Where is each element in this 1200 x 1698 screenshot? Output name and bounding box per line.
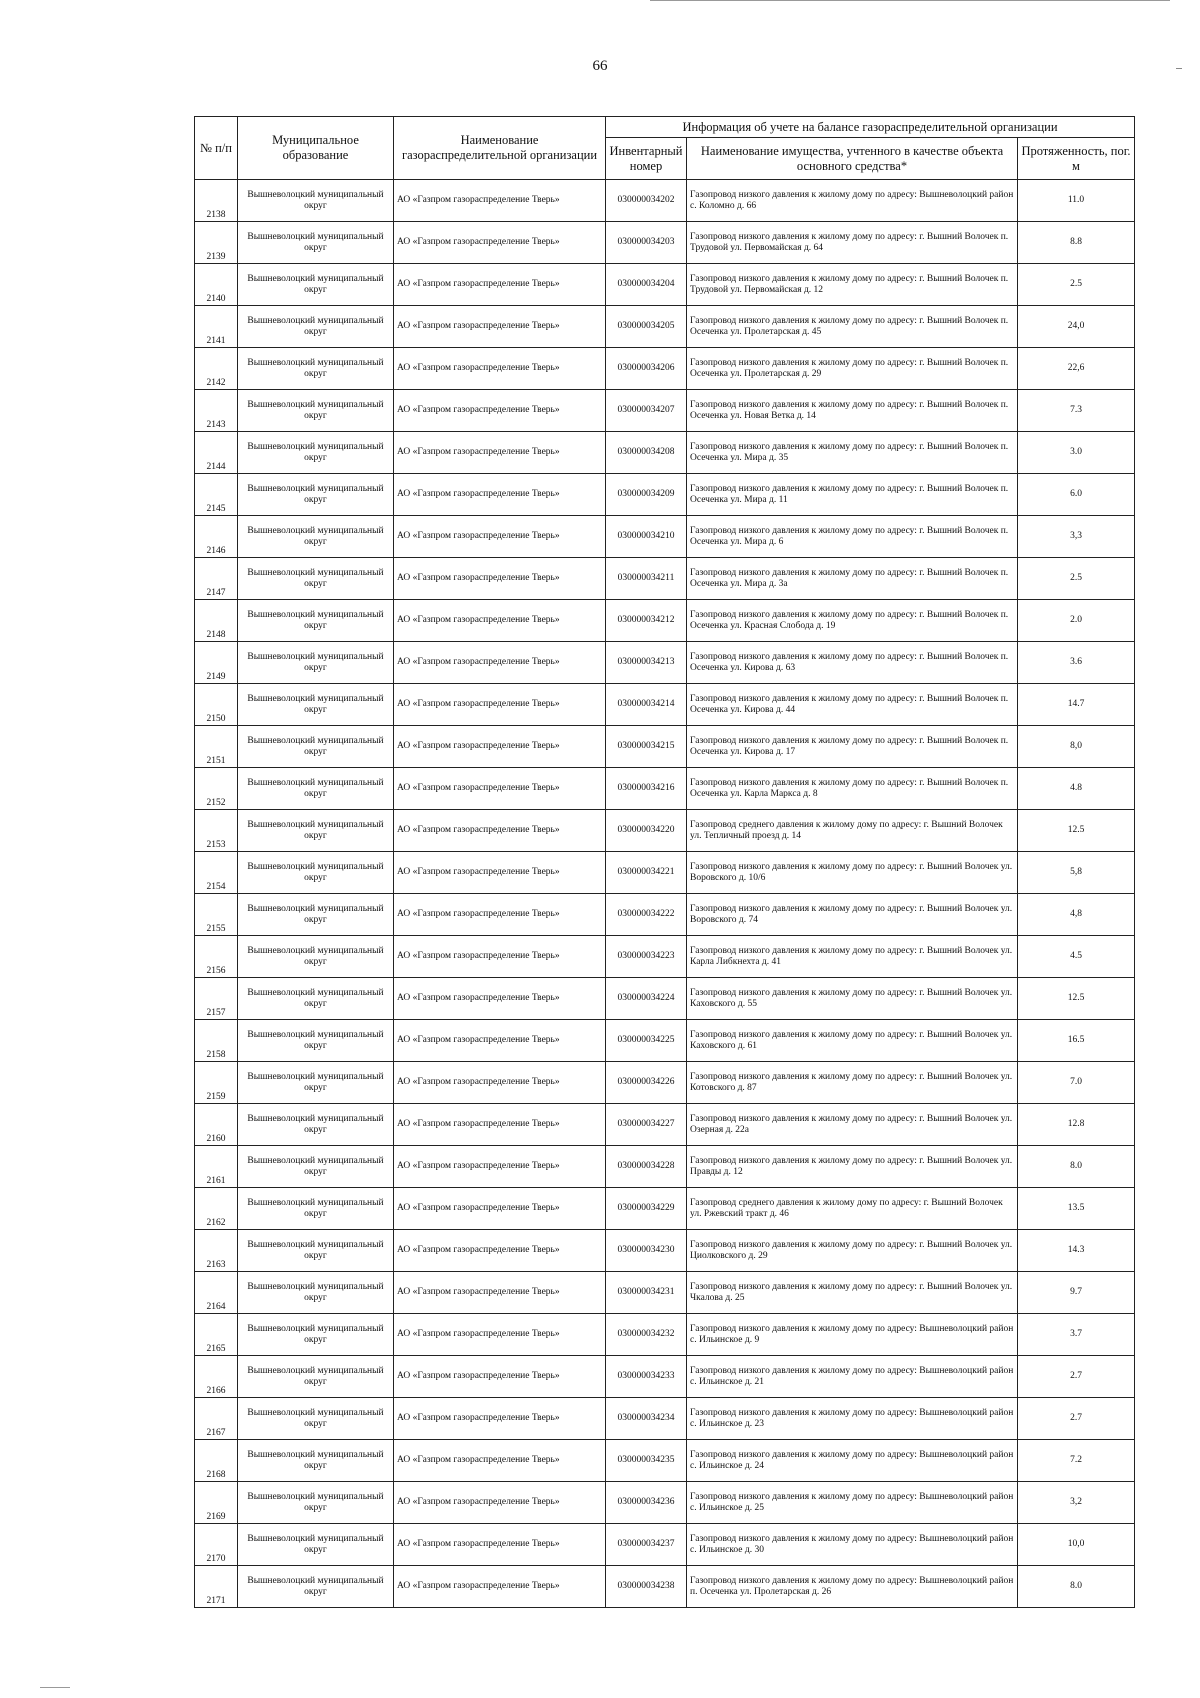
inventory-number-cell: 030000034226 bbox=[606, 1062, 687, 1104]
row-number: 2142 bbox=[195, 348, 238, 390]
organization-cell: АО «Газпром газораспределение Тверь» bbox=[394, 1440, 606, 1482]
asset-name-cell: Газопровод низкого давления к жилому дому по адресу: г. Вышний Волочек п. Осеченка ул. Мира д. 11 bbox=[687, 474, 1018, 516]
inventory-number-cell: 030000034205 bbox=[606, 306, 687, 348]
length-cell: 12.5 bbox=[1018, 978, 1135, 1020]
organization-cell: АО «Газпром газораспределение Тверь» bbox=[394, 558, 606, 600]
length-cell: 7.0 bbox=[1018, 1062, 1135, 1104]
asset-name-cell: Газопровод низкого давления к жилому дому по адресу: г. Вышний Волочек ул. Воровского д. 74 bbox=[687, 894, 1018, 936]
length-cell: 4.8 bbox=[1018, 768, 1135, 810]
length-cell: 3.6 bbox=[1018, 642, 1135, 684]
length-cell: 8,0 bbox=[1018, 726, 1135, 768]
municipality-cell: Вышневолоцкий муниципальный округ bbox=[238, 1188, 394, 1230]
asset-name-cell: Газопровод низкого давления к жилому дому по адресу: г. Вышний Волочек п. Осеченка ул. Карла Маркса д. 8 bbox=[687, 768, 1018, 810]
organization-cell: АО «Газпром газораспределение Тверь» bbox=[394, 264, 606, 306]
row-number: 2166 bbox=[195, 1356, 238, 1398]
asset-name-cell: Газопровод среднего давления к жилому дому по адресу: г. Вышний Волочек ул. Тепличный проезд д. 14 bbox=[687, 810, 1018, 852]
inventory-number-cell: 030000034236 bbox=[606, 1482, 687, 1524]
inventory-number-cell: 030000034238 bbox=[606, 1566, 687, 1608]
table-row bbox=[195, 1314, 1135, 1356]
row-number: 2143 bbox=[195, 390, 238, 432]
organization-cell: АО «Газпром газораспределение Тверь» bbox=[394, 1104, 606, 1146]
asset-name-cell: Газопровод низкого давления к жилому дому по адресу: г. Вышний Волочек п. Осеченка ул. Пролетарская д. 29 bbox=[687, 348, 1018, 390]
row-number: 2151 bbox=[195, 726, 238, 768]
row-number: 2146 bbox=[195, 516, 238, 558]
organization-cell: АО «Газпром газораспределение Тверь» bbox=[394, 1062, 606, 1104]
asset-name-cell: Газопровод низкого давления к жилому дому по адресу: г. Вышний Волочек п. Осеченка ул. Мира д. 3а bbox=[687, 558, 1018, 600]
municipality-cell: Вышневолоцкий муниципальный округ bbox=[238, 1104, 394, 1146]
length-cell: 13.5 bbox=[1018, 1188, 1135, 1230]
table-row bbox=[195, 1398, 1135, 1440]
row-number: 2161 bbox=[195, 1146, 238, 1188]
length-cell: 24,0 bbox=[1018, 306, 1135, 348]
table-row bbox=[195, 306, 1135, 348]
organization-cell: АО «Газпром газораспределение Тверь» bbox=[394, 1482, 606, 1524]
row-number: 2152 bbox=[195, 768, 238, 810]
row-number: 2141 bbox=[195, 306, 238, 348]
asset-name-cell: Газопровод низкого давления к жилому дому по адресу: г. Вышний Волочек ул. Каховского д. 55 bbox=[687, 978, 1018, 1020]
table-row bbox=[195, 516, 1135, 558]
length-cell: 14.7 bbox=[1018, 684, 1135, 726]
municipality-cell: Вышневолоцкий муниципальный округ bbox=[238, 1020, 394, 1062]
municipality-cell: Вышневолоцкий муниципальный округ bbox=[238, 1566, 394, 1608]
municipality-cell: Вышневолоцкий муниципальный округ bbox=[238, 474, 394, 516]
inventory-number-cell: 030000034211 bbox=[606, 558, 687, 600]
length-cell: 10,0 bbox=[1018, 1524, 1135, 1566]
inventory-number-cell: 030000034224 bbox=[606, 978, 687, 1020]
row-number: 2144 bbox=[195, 432, 238, 474]
table-row bbox=[195, 978, 1135, 1020]
table-row bbox=[195, 810, 1135, 852]
organization-cell: АО «Газпром газораспределение Тверь» bbox=[394, 1524, 606, 1566]
municipality-cell: Вышневолоцкий муниципальный округ bbox=[238, 810, 394, 852]
municipality-cell: Вышневолоцкий муниципальный округ bbox=[238, 768, 394, 810]
table-row bbox=[195, 600, 1135, 642]
organization-cell: АО «Газпром газораспределение Тверь» bbox=[394, 348, 606, 390]
organization-cell: АО «Газпром газораспределение Тверь» bbox=[394, 768, 606, 810]
inventory-number-cell: 030000034212 bbox=[606, 600, 687, 642]
row-number: 2171 bbox=[195, 1566, 238, 1608]
table-row bbox=[195, 1188, 1135, 1230]
table-row bbox=[195, 390, 1135, 432]
asset-name-cell: Газопровод низкого давления к жилому дому по адресу: г. Вышний Волочек п. Осеченка ул. Мира д. 35 bbox=[687, 432, 1018, 474]
inventory-number-cell: 030000034215 bbox=[606, 726, 687, 768]
row-number: 2165 bbox=[195, 1314, 238, 1356]
length-cell: 12.5 bbox=[1018, 810, 1135, 852]
inventory-number-cell: 030000034216 bbox=[606, 768, 687, 810]
table-row bbox=[195, 1440, 1135, 1482]
asset-name-cell: Газопровод низкого давления к жилому дому по адресу: г. Вышний Волочек ул. Котовского д. 87 bbox=[687, 1062, 1018, 1104]
length-cell: 3.0 bbox=[1018, 432, 1135, 474]
inventory-number-cell: 030000034227 bbox=[606, 1104, 687, 1146]
header-inventory: Инвентарный номер bbox=[606, 138, 687, 180]
table-header bbox=[195, 117, 1135, 180]
table-row bbox=[195, 222, 1135, 264]
organization-cell: АО «Газпром газораспределение Тверь» bbox=[394, 684, 606, 726]
table-row bbox=[195, 936, 1135, 978]
table-row bbox=[195, 1062, 1135, 1104]
length-cell: 12.8 bbox=[1018, 1104, 1135, 1146]
asset-name-cell: Газопровод низкого давления к жилому дому по адресу: г. Вышний Волочек п. Трудовой ул. Первомайская д. 64 bbox=[687, 222, 1018, 264]
inventory-number-cell: 030000034237 bbox=[606, 1524, 687, 1566]
length-cell: 22,6 bbox=[1018, 348, 1135, 390]
length-cell: 7.2 bbox=[1018, 1440, 1135, 1482]
row-number: 2162 bbox=[195, 1188, 238, 1230]
asset-name-cell: Газопровод низкого давления к жилому дому по адресу: Вышневолоцкий район с. Ильинское д. 21 bbox=[687, 1356, 1018, 1398]
municipality-cell: Вышневолоцкий муниципальный округ bbox=[238, 936, 394, 978]
asset-name-cell: Газопровод низкого давления к жилому дому по адресу: г. Вышний Волочек п. Осеченка ул. Кирова д. 63 bbox=[687, 642, 1018, 684]
municipality-cell: Вышневолоцкий муниципальный округ bbox=[238, 558, 394, 600]
asset-name-cell: Газопровод низкого давления к жилому дому по адресу: г. Вышний Волочек ул. Озерная д. 22а bbox=[687, 1104, 1018, 1146]
organization-cell: АО «Газпром газораспределение Тверь» bbox=[394, 1146, 606, 1188]
length-cell: 7.3 bbox=[1018, 390, 1135, 432]
municipality-cell: Вышневолоцкий муниципальный округ bbox=[238, 432, 394, 474]
length-cell: 3,2 bbox=[1018, 1482, 1135, 1524]
asset-name-cell: Газопровод низкого давления к жилому дому по адресу: г. Вышний Волочек ул. Циолковского д. 29 bbox=[687, 1230, 1018, 1272]
municipality-cell: Вышневолоцкий муниципальный округ bbox=[238, 1062, 394, 1104]
row-number: 2147 bbox=[195, 558, 238, 600]
organization-cell: АО «Газпром газораспределение Тверь» bbox=[394, 222, 606, 264]
asset-name-cell: Газопровод низкого давления к жилому дому по адресу: г. Вышний Волочек ул. Карла Либкнехта д. 41 bbox=[687, 936, 1018, 978]
page-number: 66 bbox=[592, 58, 608, 74]
row-number: 2159 bbox=[195, 1062, 238, 1104]
asset-name-cell: Газопровод низкого давления к жилому дому по адресу: г. Вышний Волочек п. Осеченка ул. Кирова д. 44 bbox=[687, 684, 1018, 726]
asset-name-cell: Газопровод низкого давления к жилому дому по адресу: Вышневолоцкий район с. Ильинское д. 30 bbox=[687, 1524, 1018, 1566]
table-row bbox=[195, 1104, 1135, 1146]
table-row bbox=[195, 684, 1135, 726]
table-row bbox=[195, 264, 1135, 306]
inventory-number-cell: 030000034235 bbox=[606, 1440, 687, 1482]
row-number: 2138 bbox=[195, 180, 238, 222]
table-row bbox=[195, 1356, 1135, 1398]
organization-cell: АО «Газпром газораспределение Тверь» bbox=[394, 180, 606, 222]
municipality-cell: Вышневолоцкий муниципальный округ bbox=[238, 1272, 394, 1314]
municipality-cell: Вышневолоцкий муниципальный округ bbox=[238, 726, 394, 768]
asset-name-cell: Газопровод низкого давления к жилому дому по адресу: Вышневолоцкий район с. Ильинское д. 23 bbox=[687, 1398, 1018, 1440]
inventory-number-cell: 030000034220 bbox=[606, 810, 687, 852]
organization-cell: АО «Газпром газораспределение Тверь» bbox=[394, 1356, 606, 1398]
row-number: 2160 bbox=[195, 1104, 238, 1146]
asset-name-cell: Газопровод низкого давления к жилому дому по адресу: г. Вышний Волочек ул. Чкалова д. 25 bbox=[687, 1272, 1018, 1314]
length-cell: 2.5 bbox=[1018, 264, 1135, 306]
asset-name-cell: Газопровод низкого давления к жилому дому по адресу: Вышневолоцкий район п. Осеченка ул. Пролетарская д. 26 bbox=[687, 1566, 1018, 1608]
municipality-cell: Вышневолоцкий муниципальный округ bbox=[238, 516, 394, 558]
municipality-cell: Вышневолоцкий муниципальный округ bbox=[238, 180, 394, 222]
asset-name-cell: Газопровод низкого давления к жилому дому по адресу: Вышневолоцкий район с. Ильинское д. 24 bbox=[687, 1440, 1018, 1482]
organization-cell: АО «Газпром газораспределение Тверь» bbox=[394, 1020, 606, 1062]
municipality-cell: Вышневолоцкий муниципальный округ bbox=[238, 978, 394, 1020]
inventory-number-cell: 030000034203 bbox=[606, 222, 687, 264]
inventory-number-cell: 030000034202 bbox=[606, 180, 687, 222]
table-row bbox=[195, 1020, 1135, 1062]
header-group: Информация об учете на балансе газораспределительной организации bbox=[606, 117, 1135, 138]
length-cell: 14.3 bbox=[1018, 1230, 1135, 1272]
table-row bbox=[195, 474, 1135, 516]
row-number: 2163 bbox=[195, 1230, 238, 1272]
header-municipality: Муниципальное образование bbox=[238, 117, 394, 180]
row-number: 2150 bbox=[195, 684, 238, 726]
length-cell: 11.0 bbox=[1018, 180, 1135, 222]
inventory-number-cell: 030000034208 bbox=[606, 432, 687, 474]
organization-cell: АО «Газпром газораспределение Тверь» bbox=[394, 1272, 606, 1314]
asset-name-cell: Газопровод низкого давления к жилому дому по адресу: Вышневолоцкий район с. Ильинское д. 9 bbox=[687, 1314, 1018, 1356]
asset-name-cell: Газопровод низкого давления к жилому дому по адресу: г. Вышний Волочек ул. Правды д. 12 bbox=[687, 1146, 1018, 1188]
asset-name-cell: Газопровод низкого давления к жилому дому по адресу: г. Вышний Волочек п. Осеченка ул. Кирова д. 17 bbox=[687, 726, 1018, 768]
asset-name-cell: Газопровод низкого давления к жилому дому по адресу: Вышневолоцкий район с. Ильинское д. 25 bbox=[687, 1482, 1018, 1524]
table-body bbox=[195, 180, 1135, 1608]
length-cell: 3.7 bbox=[1018, 1314, 1135, 1356]
length-cell: 2.7 bbox=[1018, 1356, 1135, 1398]
organization-cell: АО «Газпром газораспределение Тверь» bbox=[394, 1314, 606, 1356]
table-row bbox=[195, 768, 1135, 810]
row-number: 2158 bbox=[195, 1020, 238, 1062]
organization-cell: АО «Газпром газораспределение Тверь» bbox=[394, 894, 606, 936]
row-number: 2164 bbox=[195, 1272, 238, 1314]
table-row bbox=[195, 1272, 1135, 1314]
asset-name-cell: Газопровод низкого давления к жилому дому по адресу: г. Вышний Волочек ул. Воровского д. 10/6 bbox=[687, 852, 1018, 894]
row-number: 2167 bbox=[195, 1398, 238, 1440]
inventory-number-cell: 030000034204 bbox=[606, 264, 687, 306]
municipality-cell: Вышневолоцкий муниципальный округ bbox=[238, 306, 394, 348]
length-cell: 8.8 bbox=[1018, 222, 1135, 264]
asset-name-cell: Газопровод низкого давления к жилому дому по адресу: г. Вышний Волочек п. Трудовой ул. Первомайская д. 12 bbox=[687, 264, 1018, 306]
asset-name-cell: Газопровод низкого давления к жилому дому по адресу: г. Вышний Волочек п. Осеченка ул. Новая Ветка д. 14 bbox=[687, 390, 1018, 432]
table-row bbox=[195, 558, 1135, 600]
table-row bbox=[195, 1566, 1135, 1608]
organization-cell: АО «Газпром газораспределение Тверь» bbox=[394, 936, 606, 978]
inventory-number-cell: 030000034206 bbox=[606, 348, 687, 390]
inventory-number-cell: 030000034221 bbox=[606, 852, 687, 894]
inventory-number-cell: 030000034228 bbox=[606, 1146, 687, 1188]
header-asset: Наименование имущества, учтенного в качестве объекта основного средства* bbox=[687, 138, 1018, 180]
organization-cell: АО «Газпром газораспределение Тверь» bbox=[394, 726, 606, 768]
municipality-cell: Вышневолоцкий муниципальный округ bbox=[238, 1356, 394, 1398]
row-number: 2156 bbox=[195, 936, 238, 978]
inventory-number-cell: 030000034232 bbox=[606, 1314, 687, 1356]
length-cell: 4,8 bbox=[1018, 894, 1135, 936]
organization-cell: АО «Газпром газораспределение Тверь» bbox=[394, 390, 606, 432]
municipality-cell: Вышневолоцкий муниципальный округ bbox=[238, 894, 394, 936]
inventory-number-cell: 030000034230 bbox=[606, 1230, 687, 1272]
table-row bbox=[195, 348, 1135, 390]
table-row bbox=[195, 1482, 1135, 1524]
municipality-cell: Вышневолоцкий муниципальный округ bbox=[238, 222, 394, 264]
asset-name-cell: Газопровод среднего давления к жилому дому по адресу: г. Вышний Волочек ул. Ржевский тракт д. 46 bbox=[687, 1188, 1018, 1230]
organization-cell: АО «Газпром газораспределение Тверь» bbox=[394, 1188, 606, 1230]
inventory-number-cell: 030000034210 bbox=[606, 516, 687, 558]
asset-name-cell: Газопровод низкого давления к жилому дому по адресу: г. Вышний Волочек ул. Каховского д. 61 bbox=[687, 1020, 1018, 1062]
row-number: 2157 bbox=[195, 978, 238, 1020]
row-number: 2140 bbox=[195, 264, 238, 306]
length-cell: 8.0 bbox=[1018, 1146, 1135, 1188]
row-number: 2148 bbox=[195, 600, 238, 642]
organization-cell: АО «Газпром газораспределение Тверь» bbox=[394, 432, 606, 474]
asset-name-cell: Газопровод низкого давления к жилому дому по адресу: г. Вышний Волочек п. Осеченка ул. Пролетарская д. 45 bbox=[687, 306, 1018, 348]
municipality-cell: Вышневолоцкий муниципальный округ bbox=[238, 1440, 394, 1482]
asset-name-cell: Газопровод низкого давления к жилому дому по адресу: г. Вышний Волочек п. Осеченка ул. Красная Слобода д. 19 bbox=[687, 600, 1018, 642]
row-number: 2139 bbox=[195, 222, 238, 264]
length-cell: 2.7 bbox=[1018, 1398, 1135, 1440]
asset-name-cell: Газопровод низкого давления к жилому дому по адресу: г. Вышний Волочек п. Осеченка ул. Мира д. 6 bbox=[687, 516, 1018, 558]
organization-cell: АО «Газпром газораспределение Тверь» bbox=[394, 600, 606, 642]
organization-cell: АО «Газпром газораспределение Тверь» bbox=[394, 474, 606, 516]
length-cell: 5,8 bbox=[1018, 852, 1135, 894]
organization-cell: АО «Газпром газораспределение Тверь» bbox=[394, 1566, 606, 1608]
row-number: 2168 bbox=[195, 1440, 238, 1482]
table-row bbox=[195, 852, 1135, 894]
inventory-number-cell: 030000034207 bbox=[606, 390, 687, 432]
municipality-cell: Вышневолоцкий муниципальный округ bbox=[238, 1482, 394, 1524]
municipality-cell: Вышневолоцкий муниципальный округ bbox=[238, 348, 394, 390]
table-row bbox=[195, 432, 1135, 474]
row-number: 2145 bbox=[195, 474, 238, 516]
table-row bbox=[195, 1146, 1135, 1188]
inventory-number-cell: 030000034229 bbox=[606, 1188, 687, 1230]
municipality-cell: Вышневолоцкий муниципальный округ bbox=[238, 1398, 394, 1440]
scan-top-rule bbox=[650, 0, 1170, 1]
length-cell: 9.7 bbox=[1018, 1272, 1135, 1314]
organization-cell: АО «Газпром газораспределение Тверь» bbox=[394, 1398, 606, 1440]
row-number: 2155 bbox=[195, 894, 238, 936]
header-length: Протяженность, пог. м bbox=[1018, 138, 1135, 180]
row-number: 2169 bbox=[195, 1482, 238, 1524]
organization-cell: АО «Газпром газораспределение Тверь» bbox=[394, 978, 606, 1020]
length-cell: 2.5 bbox=[1018, 558, 1135, 600]
scan-bottom-mark bbox=[40, 1687, 70, 1688]
organization-cell: АО «Газпром газораспределение Тверь» bbox=[394, 642, 606, 684]
table-row bbox=[195, 642, 1135, 684]
inventory-number-cell: 030000034214 bbox=[606, 684, 687, 726]
length-cell: 16.5 bbox=[1018, 1020, 1135, 1062]
inventory-number-cell: 030000034213 bbox=[606, 642, 687, 684]
table-row bbox=[195, 726, 1135, 768]
table-row bbox=[195, 180, 1135, 222]
length-cell: 8.0 bbox=[1018, 1566, 1135, 1608]
municipality-cell: Вышневолоцкий муниципальный округ bbox=[238, 600, 394, 642]
organization-cell: АО «Газпром газораспределение Тверь» bbox=[394, 306, 606, 348]
row-number: 2149 bbox=[195, 642, 238, 684]
organization-cell: АО «Газпром газораспределение Тверь» bbox=[394, 1230, 606, 1272]
table-row bbox=[195, 1230, 1135, 1272]
asset-table bbox=[194, 116, 1135, 1608]
municipality-cell: Вышневолоцкий муниципальный округ bbox=[238, 684, 394, 726]
inventory-number-cell: 030000034222 bbox=[606, 894, 687, 936]
inventory-number-cell: 030000034209 bbox=[606, 474, 687, 516]
table-row bbox=[195, 1524, 1135, 1566]
municipality-cell: Вышневолоцкий муниципальный округ bbox=[238, 1146, 394, 1188]
municipality-cell: Вышневолоцкий муниципальный округ bbox=[238, 642, 394, 684]
organization-cell: АО «Газпром газораспределение Тверь» bbox=[394, 516, 606, 558]
length-cell: 2.0 bbox=[1018, 600, 1135, 642]
inventory-number-cell: 030000034225 bbox=[606, 1020, 687, 1062]
header-organization: Наименование газораспределительной организации bbox=[394, 117, 606, 180]
row-number: 2154 bbox=[195, 852, 238, 894]
organization-cell: АО «Газпром газораспределение Тверь» bbox=[394, 852, 606, 894]
municipality-cell: Вышневолоцкий муниципальный округ bbox=[238, 1524, 394, 1566]
inventory-number-cell: 030000034223 bbox=[606, 936, 687, 978]
municipality-cell: Вышневолоцкий муниципальный округ bbox=[238, 1230, 394, 1272]
municipality-cell: Вышневолоцкий муниципальный округ bbox=[238, 1314, 394, 1356]
header-num: № п/п bbox=[195, 117, 238, 180]
asset-name-cell: Газопровод низкого давления к жилому дому по адресу: Вышневолоцкий район с. Коломно д. 66 bbox=[687, 180, 1018, 222]
length-cell: 3,3 bbox=[1018, 516, 1135, 558]
inventory-number-cell: 030000034233 bbox=[606, 1356, 687, 1398]
inventory-number-cell: 030000034234 bbox=[606, 1398, 687, 1440]
municipality-cell: Вышневолоцкий муниципальный округ bbox=[238, 390, 394, 432]
length-cell: 4.5 bbox=[1018, 936, 1135, 978]
length-cell: 6.0 bbox=[1018, 474, 1135, 516]
table-row bbox=[195, 894, 1135, 936]
inventory-number-cell: 030000034231 bbox=[606, 1272, 687, 1314]
municipality-cell: Вышневолоцкий муниципальный округ bbox=[238, 264, 394, 306]
row-number: 2153 bbox=[195, 810, 238, 852]
organization-cell: АО «Газпром газораспределение Тверь» bbox=[394, 810, 606, 852]
row-number: 2170 bbox=[195, 1524, 238, 1566]
municipality-cell: Вышневолоцкий муниципальный округ bbox=[238, 852, 394, 894]
